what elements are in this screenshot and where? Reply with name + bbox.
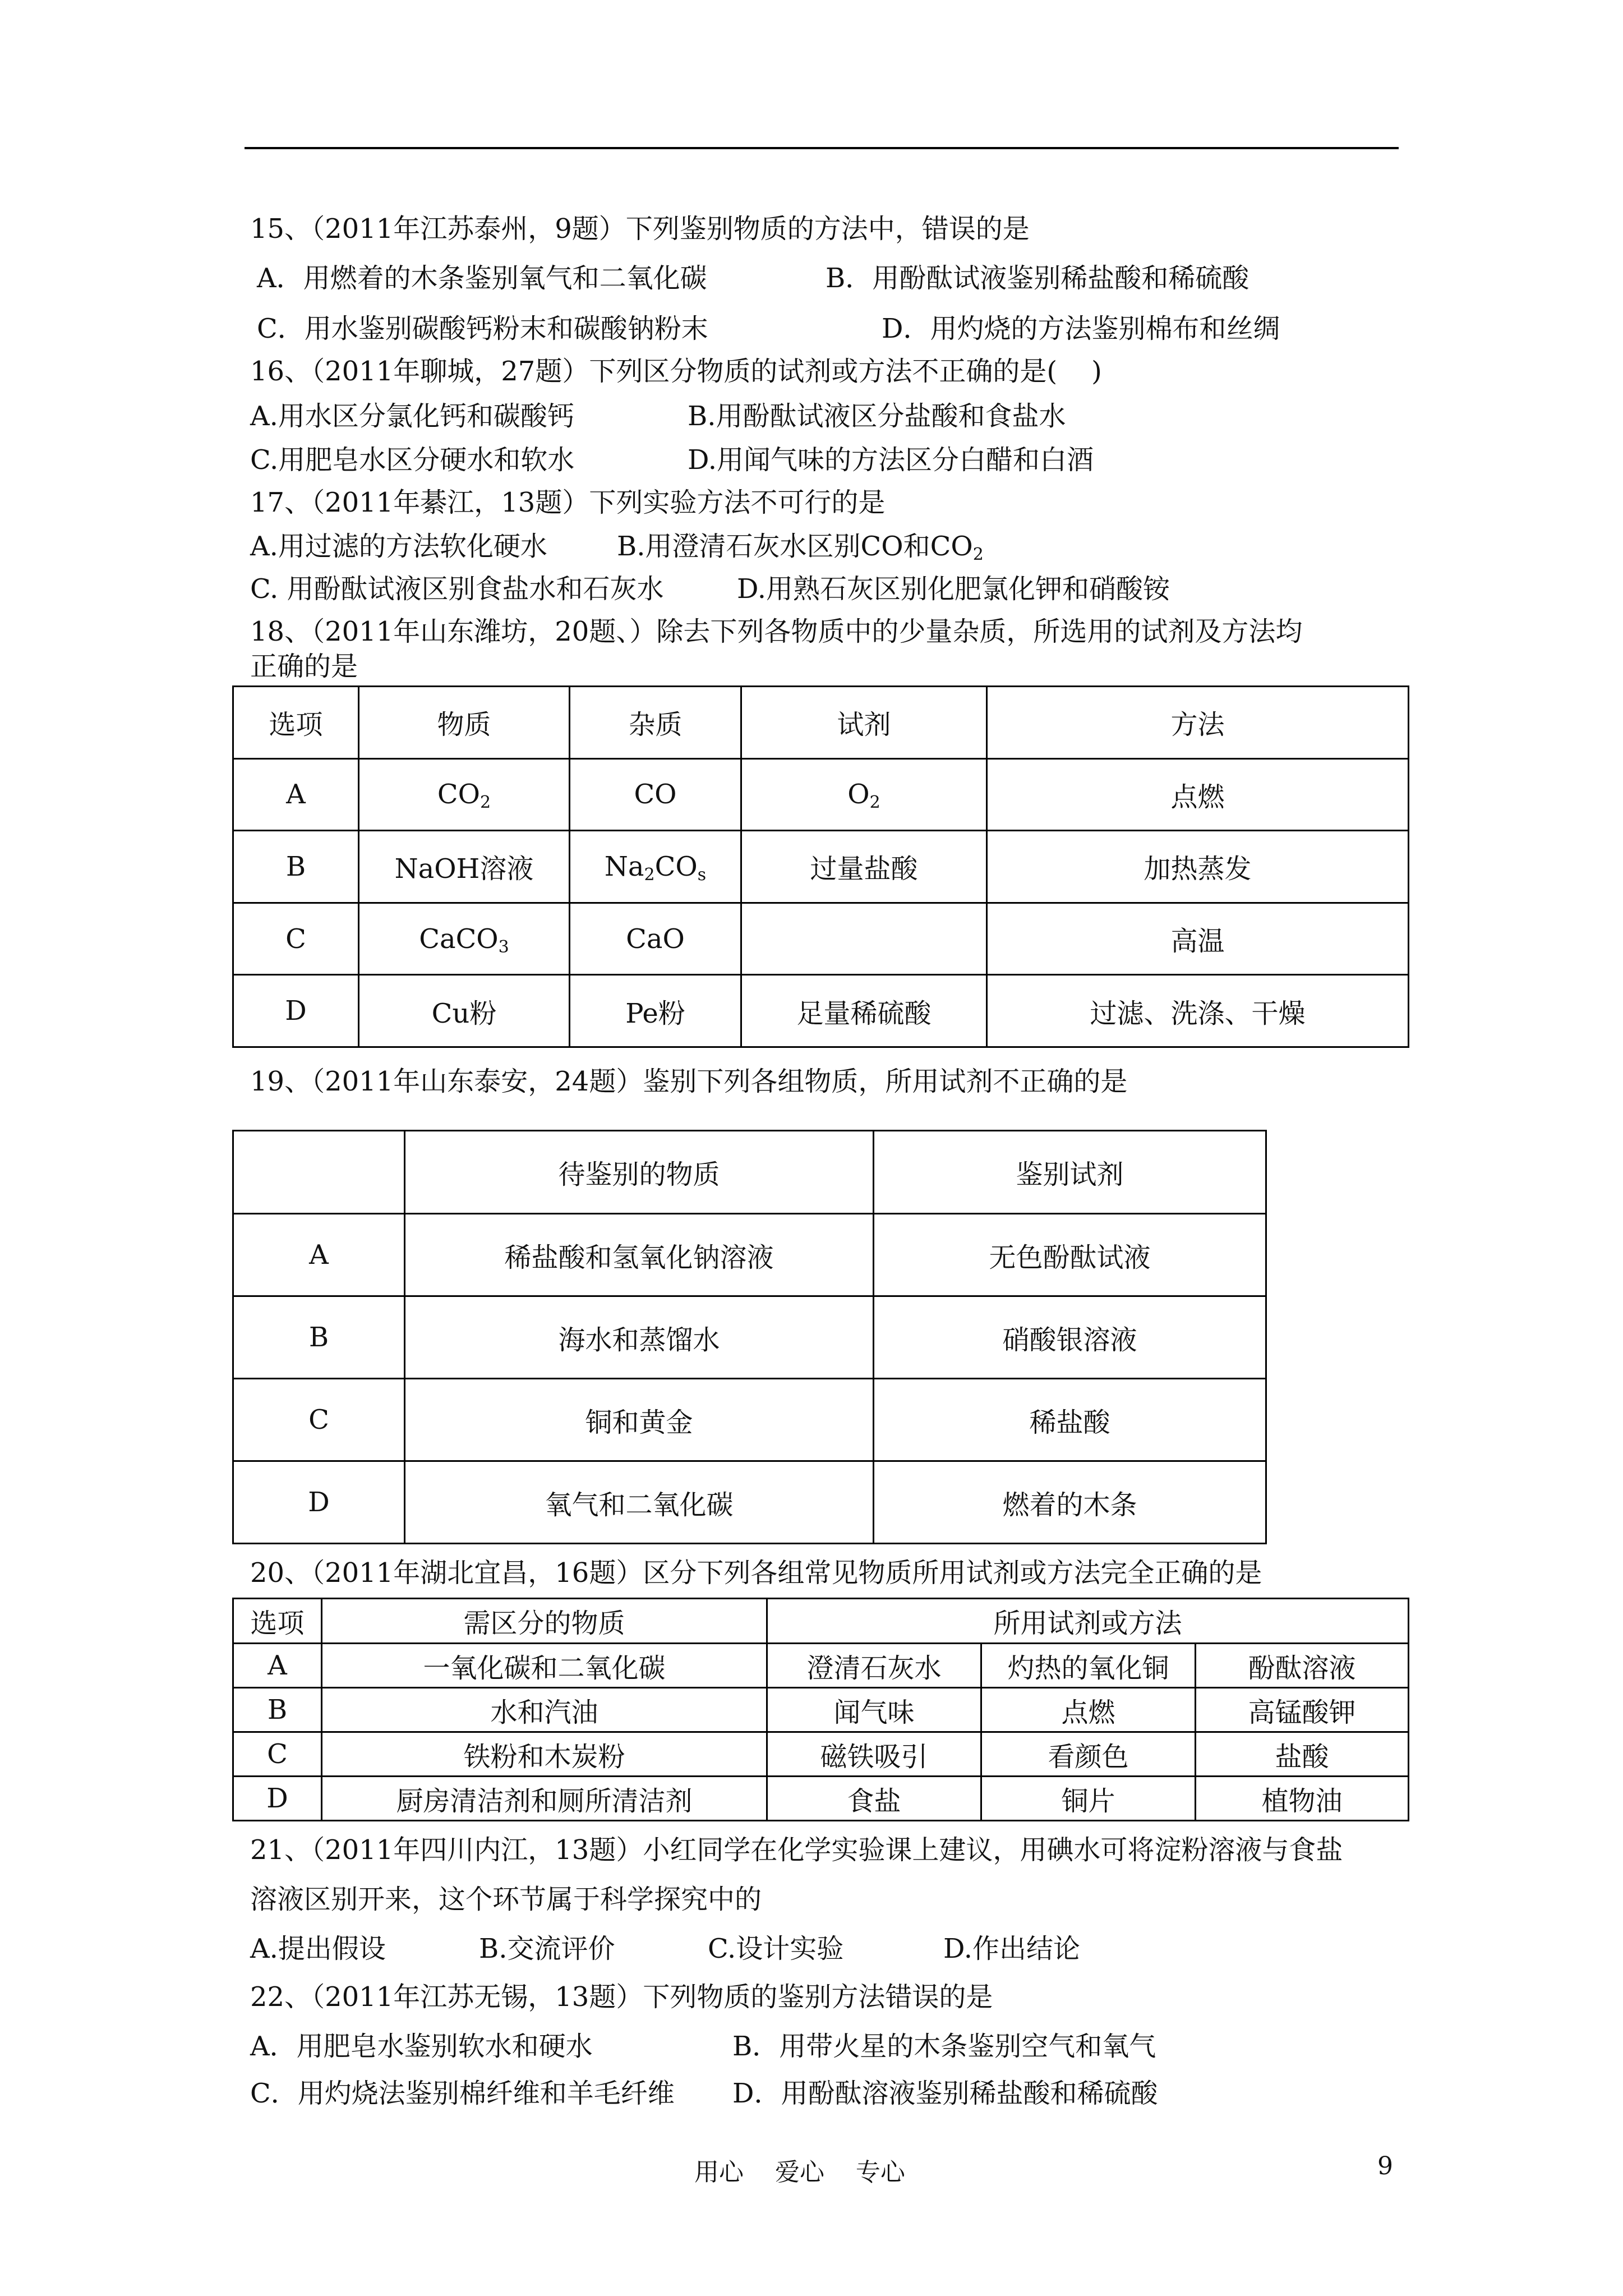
table-cell	[741, 903, 987, 975]
table-cell: 稀盐酸	[874, 1379, 1266, 1461]
table-cell: 高锰酸钾	[1196, 1688, 1409, 1732]
table-cell: D	[233, 975, 359, 1047]
table-cell: 铁粉和木炭粉	[322, 1732, 767, 1777]
table-cell: 看颜色	[981, 1732, 1196, 1777]
question-15-option-c: C．用水鉴别碳酸钙粉末和碳酸钠粉末	[257, 313, 708, 344]
table-cell: 酚酞溶液	[1196, 1644, 1409, 1688]
table-cell: $CO_2$	[359, 758, 570, 831]
question-15-option-d: D．用灼烧的方法鉴别棉布和丝绸	[882, 313, 1280, 344]
question-22-stem: 22、（2011年江苏无锡，13题）下列物质的鉴别方法错误的是	[250, 1981, 993, 2013]
table-cell: C	[233, 1732, 322, 1777]
table-cell: 磁铁吸引	[767, 1732, 981, 1777]
table-cell: 铜和黄金	[405, 1379, 874, 1461]
table-cell: 高温	[987, 903, 1409, 975]
table-header-cell: 待鉴别的物质	[405, 1131, 874, 1214]
question-21-option-d: D.作出结论	[943, 1933, 1081, 1964]
table-cell: 点燃	[987, 758, 1409, 831]
question-16-stem: 16、（2011年聊城，27题）下列区分物质的试剂或方法不正确的是( )	[250, 356, 1102, 387]
question-22-option-d: D．用酚酞溶液鉴别稀盐酸和稀硫酸	[732, 2078, 1158, 2109]
table-cell: 加热蒸发	[987, 831, 1409, 903]
table-cell: B	[233, 1296, 405, 1379]
table-cell: CaCO$_3$	[359, 903, 570, 975]
table-cell: 过滤、洗涤、干燥	[987, 975, 1409, 1047]
question-16-option-d: D.用闻气味的方法区分白醋和白酒	[688, 444, 1094, 476]
table-cell: 厨房清洁剂和厕所清洁剂	[322, 1777, 767, 1821]
question-19-table	[232, 1130, 1267, 1544]
table-cell: Cu粉	[359, 975, 570, 1047]
table-cell: $Na_2CO_s$	[570, 831, 741, 903]
table-cell: 过量盐酸	[741, 831, 987, 903]
question-16-option-b: B.用酚酞试液区分盐酸和食盐水	[688, 401, 1066, 432]
question-21-option-b: B.交流评价	[479, 1933, 615, 1964]
question-16-option-a: A.用水区分氯化钙和碳酸钙	[250, 401, 574, 432]
table-cell: $O_2$	[741, 758, 987, 831]
table-cell: 稀盐酸和氢氧化钠溶液	[405, 1214, 874, 1296]
table-cell: A	[233, 1644, 322, 1688]
question-19-stem: 19、（2011年山东泰安，24题）鉴别下列各组物质，所用试剂不正确的是	[250, 1066, 1128, 1097]
table-header-cell: 选项	[233, 687, 359, 759]
table-cell: NaOH溶液	[359, 831, 570, 903]
table-cell: 燃着的木条	[874, 1461, 1266, 1544]
table-cell: C	[233, 1379, 405, 1461]
question-15-option-b: B．用酚酞试液鉴别稀盐酸和稀硫酸	[826, 263, 1249, 294]
question-22-option-c: C．用灼烧法鉴别棉纤维和羊毛纤维	[250, 2078, 675, 2109]
table-cell: 一氧化碳和二氧化碳	[322, 1644, 767, 1688]
question-15-stem: 15、（2011年江苏泰州，9题）下列鉴别物质的方法中，错误的是	[250, 213, 1030, 245]
table-header-cell: 鉴别试剂	[874, 1131, 1266, 1214]
table-header-cell: 物质	[359, 687, 570, 759]
table-cell: CO	[570, 758, 741, 831]
question-20-stem: 20、（2011年湖北宜昌，16题）区分下列各组常见物质所用试剂或方法完全正确的是	[250, 1557, 1262, 1589]
table-cell: C	[233, 903, 359, 975]
question-17-option-c: C. 用酚酞试液区别食盐水和石灰水	[250, 573, 664, 605]
table-cell: CaO	[570, 903, 741, 975]
question-17-option-a: A.用过滤的方法软化硬水	[250, 531, 547, 562]
table-header-cell	[233, 1131, 405, 1214]
table-cell: Pe粉	[570, 975, 741, 1047]
question-18-table	[232, 685, 1409, 1048]
table-cell: 氧气和二氧化碳	[405, 1461, 874, 1544]
table-cell: 盐酸	[1196, 1732, 1409, 1777]
table-cell: B	[233, 831, 359, 903]
table-cell: D	[233, 1777, 322, 1821]
question-17-option-d: D.用熟石灰区别化肥氯化钾和硝酸铵	[737, 573, 1170, 605]
question-16-option-c: C.用肥皂水区分硬水和软水	[250, 444, 575, 476]
table-cell: 食盐	[767, 1777, 981, 1821]
question-21-stem-line-1: 21、（2011年四川内江，13题）小红同学在化学实验课上建议，用碘水可将淀粉溶液与食盐	[250, 1834, 1343, 1866]
table-header-cell: 杂质	[570, 687, 741, 759]
question-17-stem: 17、（2011年綦江，13题）下列实验方法不可行的是	[250, 487, 886, 518]
table-cell: 植物油	[1196, 1777, 1409, 1821]
table-cell: D	[233, 1461, 405, 1544]
table-cell: 无色酚酞试液	[874, 1214, 1266, 1296]
table-cell: 硝酸银溶液	[874, 1296, 1266, 1379]
header-rule	[245, 147, 1399, 149]
table-cell: 水和汽油	[322, 1688, 767, 1732]
table-header-cell: 需区分的物质	[322, 1599, 767, 1644]
table-header-cell: 所用试剂或方法	[767, 1599, 1409, 1644]
question-17-option-b: B.用澄清石灰水区别CO和$CO_2$	[617, 531, 984, 564]
question-22-option-b: B．用带火星的木条鉴别空气和氧气	[732, 2031, 1156, 2062]
table-cell: 海水和蒸馏水	[405, 1296, 874, 1379]
table-cell: A	[233, 758, 359, 831]
page-number: 9	[1377, 2152, 1393, 2180]
table-cell: 澄清石灰水	[767, 1644, 981, 1688]
table-cell: 足量稀硫酸	[741, 975, 987, 1047]
table-cell: A	[233, 1214, 405, 1296]
question-15-option-a: A．用燃着的木条鉴别氧气和二氧化碳	[257, 263, 707, 294]
table-header-cell: 方法	[987, 687, 1409, 759]
table-cell: 铜片	[981, 1777, 1196, 1821]
table-cell: 灼热的氧化铜	[981, 1644, 1196, 1688]
question-20-table	[232, 1598, 1409, 1821]
question-21-option-c: C.设计实验	[708, 1933, 844, 1964]
question-21-stem-line-2: 溶液区别开来，这个环节属于科学探究中的	[250, 1884, 762, 1915]
question-21-option-a: A.提出假设	[250, 1933, 386, 1964]
question-18-stem-line-1: 18、（2011年山东潍坊，20题、）除去下列各物质中的少量杂质，所选用的试剂及方法均	[250, 616, 1303, 647]
question-18-stem-line-2: 正确的是	[250, 651, 358, 682]
table-cell: 闻气味	[767, 1688, 981, 1732]
table-cell: B	[233, 1688, 322, 1732]
page-footer-motto: 用心 爱心 专心	[694, 2158, 905, 2187]
question-22-option-a: A．用肥皂水鉴别软水和硬水	[250, 2031, 593, 2062]
table-header-cell: 选项	[233, 1599, 322, 1644]
table-cell: 点燃	[981, 1688, 1196, 1732]
table-header-cell: 试剂	[741, 687, 987, 759]
